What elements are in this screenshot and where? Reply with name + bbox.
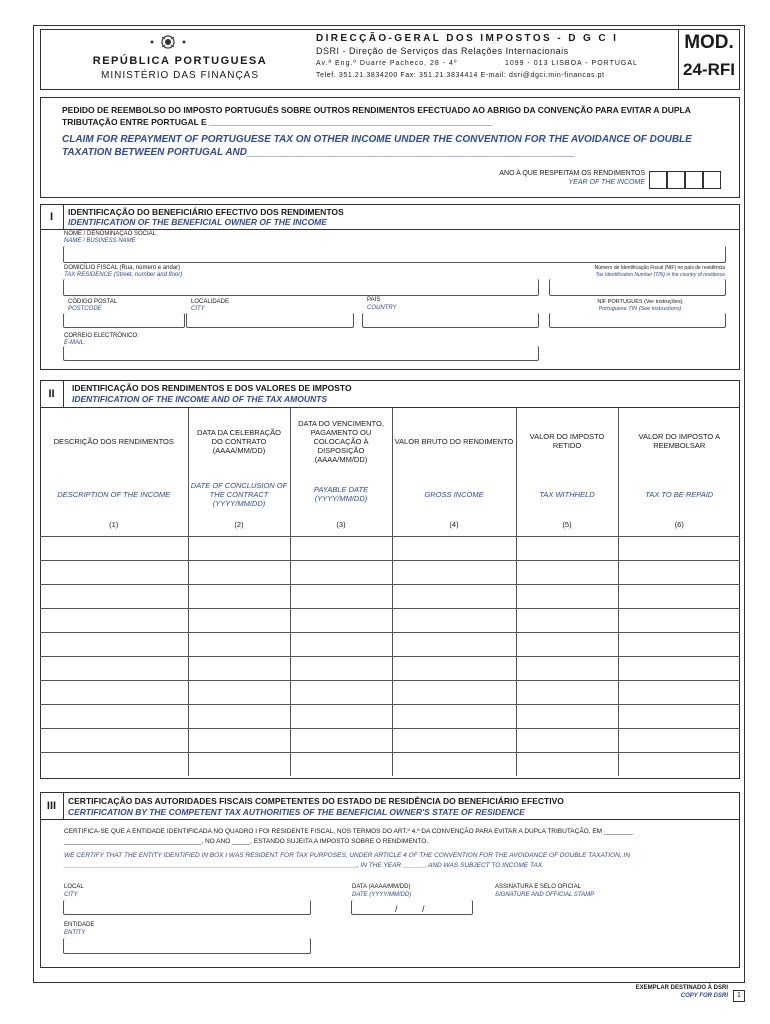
table-cell[interactable] — [40, 728, 188, 752]
dsri-name: DSRI - Direção de Serviços das Relações Internacionais — [316, 46, 569, 56]
table-cell[interactable] — [392, 752, 516, 776]
date-label-en: DATE (YYYY/MM/DD) — [352, 892, 412, 898]
table-cell[interactable] — [618, 632, 740, 656]
table-cell[interactable] — [392, 632, 516, 656]
table-cell[interactable] — [516, 584, 618, 608]
table-cell[interactable] — [516, 608, 618, 632]
postcode-field[interactable] — [63, 313, 185, 328]
table-cell[interactable] — [290, 560, 392, 584]
email-label-en: E-MAIL: — [64, 340, 86, 346]
table-row — [40, 560, 740, 584]
table-cell[interactable] — [188, 632, 290, 656]
certification-text-en: WE CERTIFY THAT THE ENTITY IDENTIFIED IN BOX I WAS RESIDENT FOR TAX PURPOSES, UNDER ARTICLE 4 OF THE CONVENTION FOR THE AVOIDANCE OF DOUBLE TAXATION, IN _________________________________________________________________________________, IN THE YEAR ______, AND WAS SUBJECT TO INCOME TAX. — [64, 852, 630, 869]
mod-label: MOD. — [684, 32, 734, 53]
table-cell[interactable] — [392, 656, 516, 680]
address: Av.ª Eng.º Duarte Pacheco, 28 - 4º — [316, 60, 458, 67]
local-label-en: CITY — [64, 892, 78, 898]
city-field[interactable] — [186, 313, 354, 328]
table-row — [40, 752, 740, 776]
name-field[interactable] — [63, 246, 726, 263]
claim-title-en: CLAIM FOR REPAYMENT OF PORTUGUESE TAX ON OTHER INCOME UNDER THE CONVENTION FOR THE AVOIDANCE OF DOUBLE TAXATION BETWEEN PORTUGAL AND___________________________________________________________ — [62, 134, 692, 158]
col-header-en: TAX WITHHELD — [516, 474, 618, 514]
col-header-en: DESCRIPTION OF THE INCOME — [40, 474, 188, 514]
tin-label-en: Tax Identification Number (TIN) in the country of residence — [595, 272, 725, 278]
table-cell[interactable] — [40, 560, 188, 584]
income-table — [40, 408, 740, 776]
col-header-pt: DATA DA CELEBRAÇÃO DO CONTRATO (AAAA/MM/DD) — [188, 408, 290, 474]
country-label-pt: PAÍS — [367, 297, 381, 303]
mod-code: 24-RFI — [683, 60, 735, 79]
col-number: (5) — [516, 514, 618, 536]
table-cell[interactable] — [618, 656, 740, 680]
table-cell[interactable] — [40, 536, 188, 560]
column-header-en-row — [40, 474, 740, 514]
col-header-en: GROSS INCOME — [392, 474, 516, 514]
table-cell[interactable] — [392, 536, 516, 560]
table-cell[interactable] — [516, 704, 618, 728]
signature-label-pt: ASSINATURA E SELO OFICIAL — [495, 884, 581, 890]
section-1-title-pt: IDENTIFICAÇÃO DO BENEFICIÁRIO EFECTIVO DOS RENDIMENTOS — [68, 207, 344, 217]
table-cell[interactable] — [290, 752, 392, 776]
nif-label-pt: NIF PORTUGUÊS (Ver instruções) — [597, 299, 683, 305]
year-digit-4[interactable] — [703, 171, 721, 189]
email-field[interactable] — [63, 346, 539, 361]
table-cell[interactable] — [290, 728, 392, 752]
table-cell[interactable] — [618, 752, 740, 776]
table-cell[interactable] — [618, 536, 740, 560]
postcode-label-en: POSTCODE — [68, 306, 102, 312]
entity-label-pt: ENTIDADE — [64, 922, 95, 928]
coat-of-arms-icon — [145, 33, 191, 51]
table-cell[interactable] — [392, 608, 516, 632]
residence-field[interactable] — [63, 279, 539, 296]
certification-text-pt: CERTIFICA-SE QUE A ENTIDADE IDENTIFICADA NO QUADRO I FOI RESIDENTE FISCAL, NOS TERMOS DO ART.º 4.º DA CONVENÇÃO PARA EVITAR A DUPLA TRIBUTAÇÃO, EM ________ ______________________________________, NO ANO _____, ESTANDO SUJEITA A IMPOSTO SOBRE O RENDIMENTO. — [64, 828, 633, 845]
table-cell[interactable] — [188, 728, 290, 752]
contacts: Telef. 351.21.3834200 Fax: 351.21.3834414 E-mail: dsri@dgci.min-financas.pt — [316, 72, 605, 79]
table-cell[interactable] — [618, 608, 740, 632]
table-cell[interactable] — [516, 632, 618, 656]
col-header-en: TAX TO BE REPAID — [645, 489, 714, 499]
table-cell[interactable] — [516, 752, 618, 776]
table-cell[interactable] — [290, 584, 392, 608]
table-cell[interactable] — [40, 656, 188, 680]
table-cell[interactable] — [188, 536, 290, 560]
col-number: (1) — [40, 514, 188, 536]
table-cell[interactable] — [618, 584, 740, 608]
table-cell[interactable] — [618, 560, 740, 584]
city-label-pt: LOCALIDADE — [191, 299, 230, 305]
entity-field[interactable] — [63, 938, 311, 954]
table-cell[interactable] — [392, 704, 516, 728]
table-cell[interactable] — [290, 608, 392, 632]
table-cell[interactable] — [40, 752, 188, 776]
col-header-en: DATE OF CONCLUSION OF THE CONTRACT (YYYY/MM/DD) — [188, 474, 290, 514]
table-row — [40, 656, 740, 680]
year-digit-2[interactable] — [667, 171, 685, 189]
col-header-pt: DESCRIÇÃO DOS RENDIMENTOS — [40, 408, 188, 474]
table-row — [40, 608, 740, 632]
table-cell[interactable] — [188, 584, 290, 608]
table-cell[interactable] — [618, 680, 740, 704]
table-row — [40, 632, 740, 656]
section-2-number: II — [40, 380, 64, 408]
table-cell[interactable] — [290, 656, 392, 680]
tin-label-pt: Número de Identificação Fiscal (NIF) no país de residência — [594, 265, 725, 271]
table-row — [40, 536, 740, 560]
table-cell[interactable] — [40, 608, 188, 632]
col-header-en: PAYABLE DATE (YYYY/MM/DD) — [290, 474, 392, 514]
table-cell[interactable] — [188, 752, 290, 776]
table-cell[interactable] — [618, 704, 740, 728]
year-digit-3[interactable] — [685, 171, 703, 189]
table-cell[interactable] — [188, 656, 290, 680]
col-number: (4) — [392, 514, 516, 536]
table-cell[interactable] — [290, 680, 392, 704]
table-cell[interactable] — [392, 728, 516, 752]
section-1-title-en: IDENTIFICATION OF THE BENEFICIAL OWNER OF THE INCOME — [68, 217, 327, 227]
table-row — [40, 728, 740, 752]
table-cell[interactable] — [40, 632, 188, 656]
entity-label-en: ENTITY — [64, 930, 86, 936]
table-cell[interactable] — [188, 560, 290, 584]
table-row — [40, 680, 740, 704]
table-cell[interactable] — [188, 680, 290, 704]
copy-label-pt: EXEMPLAR DESTINADO À DSRI — [635, 985, 728, 991]
country-label-en: COUNTRY — [367, 305, 397, 311]
column-header-row — [40, 408, 740, 474]
col-header-pt: VALOR DO IMPOSTO A REEMBOLSAR — [638, 432, 720, 450]
col-header-pt: DATA DO VENCIMENTO, PAGAMENTO OU COLOCAÇÃO À DISPOSIÇÃO (AAAA/MM/DD) — [290, 408, 392, 474]
claim-title-pt: PEDIDO DE REEMBOLSO DO IMPOSTO PORTUGUÊS SOBRE OUTROS RENDIMENTOS EFECTUADO AO ABRIGO DA CONVENÇÃO PARA EVITAR A DUPLA TRIBUTAÇÃO ENTRE PORTUGAL E ____________________________________________________________ — [62, 105, 691, 127]
year-label-pt: ANO A QUE RESPEITAM OS RENDIMENTOS — [499, 170, 645, 177]
postal-code: 1099 - 013 LISBOA - PORTUGAL — [505, 60, 638, 67]
copy-label-en: COPY FOR DSRI — [680, 993, 728, 999]
table-cell[interactable] — [392, 680, 516, 704]
table-cell[interactable] — [40, 704, 188, 728]
postcode-label-pt: CÓDIGO POSTAL — [68, 299, 118, 305]
col-number: (6) — [674, 520, 684, 530]
table-cell[interactable] — [516, 656, 618, 680]
section-3-number: III — [40, 792, 64, 820]
col-number: (2) — [188, 514, 290, 536]
republic-name: REPÚBLICA PORTUGUESA — [92, 55, 268, 67]
signature-label-en: SIGNATURE AND OFFICIAL STAMP — [495, 892, 595, 898]
section-3-title-pt: CERTIFICAÇÃO DAS AUTORIDADES FISCAIS COMPETENTES DO ESTADO DE RESIDÊNCIA DO BENEFICIÁRIO EFECTIVO — [68, 796, 564, 806]
table-row — [40, 704, 740, 728]
column-number-row — [40, 514, 740, 536]
col-header-pt: VALOR BRUTO DO RENDIMENTO — [392, 408, 516, 474]
email-label-pt: CORREIO ELECTRÓNICO: — [64, 333, 139, 339]
table-cell[interactable] — [516, 536, 618, 560]
table-cell[interactable] — [516, 560, 618, 584]
date-slashes: / / — [395, 904, 425, 914]
tin-field[interactable] — [549, 279, 726, 296]
name-label-pt: NOME / DENOMINAÇÃO SOCIAL — [64, 231, 157, 237]
dg-title: DIRECÇÃO-GERAL DOS IMPOSTOS - D G C I — [316, 33, 619, 44]
nif-field[interactable] — [549, 313, 726, 328]
table-cell[interactable] — [516, 728, 618, 752]
ministry-name: MINISTÉRIO DAS FINANÇAS — [100, 70, 259, 81]
section-2-title-en: IDENTIFICATION OF THE INCOME AND OF THE TAX AMOUNTS — [72, 394, 327, 404]
year-digit-1[interactable] — [649, 171, 667, 189]
table-cell[interactable] — [392, 584, 516, 608]
city-label-en: CITY — [191, 306, 205, 312]
table-cell[interactable] — [516, 680, 618, 704]
section-1-number: I — [40, 204, 64, 230]
table-cell[interactable] — [188, 608, 290, 632]
table-cell[interactable] — [290, 536, 392, 560]
col-header-pt: VALOR DO IMPOSTO RETIDO — [516, 408, 618, 474]
table-row — [40, 584, 740, 608]
table-cell[interactable] — [40, 680, 188, 704]
table-cell[interactable] — [618, 728, 740, 752]
section-3-title-en: CERTIFICATION BY THE COMPETENT TAX AUTHORITIES OF THE BENEFICIAL OWNER'S STATE OF RESIDENCE — [68, 807, 525, 817]
table-cell[interactable] — [188, 704, 290, 728]
page-number: 1 — [733, 990, 745, 1002]
col-number: (3) — [290, 514, 392, 536]
section-2-title-pt: IDENTIFICAÇÃO DOS RENDIMENTOS E DOS VALORES DE IMPOSTO — [72, 383, 352, 393]
year-label-en: YEAR OF THE INCOME — [568, 179, 645, 186]
country-field[interactable] — [362, 313, 539, 328]
date-label-pt: DATA (AAAA/MM/DD) — [352, 884, 411, 890]
residence-label-pt: DOMICÍLIO FISCAL (Rua, número e andar) — [64, 265, 181, 271]
table-cell[interactable] — [392, 560, 516, 584]
name-label-en: NAME / BUSINESS NAME — [64, 238, 136, 244]
nif-label-en: Portuguese TIN (See instructions) — [598, 306, 682, 312]
residence-label-en: TAX RESIDENCE (Street, number and floor) — [64, 272, 183, 278]
local-field[interactable] — [63, 900, 311, 915]
table-cell[interactable] — [40, 584, 188, 608]
table-cell[interactable] — [290, 704, 392, 728]
local-label-pt: LOCAL — [64, 884, 84, 890]
table-cell[interactable] — [290, 632, 392, 656]
